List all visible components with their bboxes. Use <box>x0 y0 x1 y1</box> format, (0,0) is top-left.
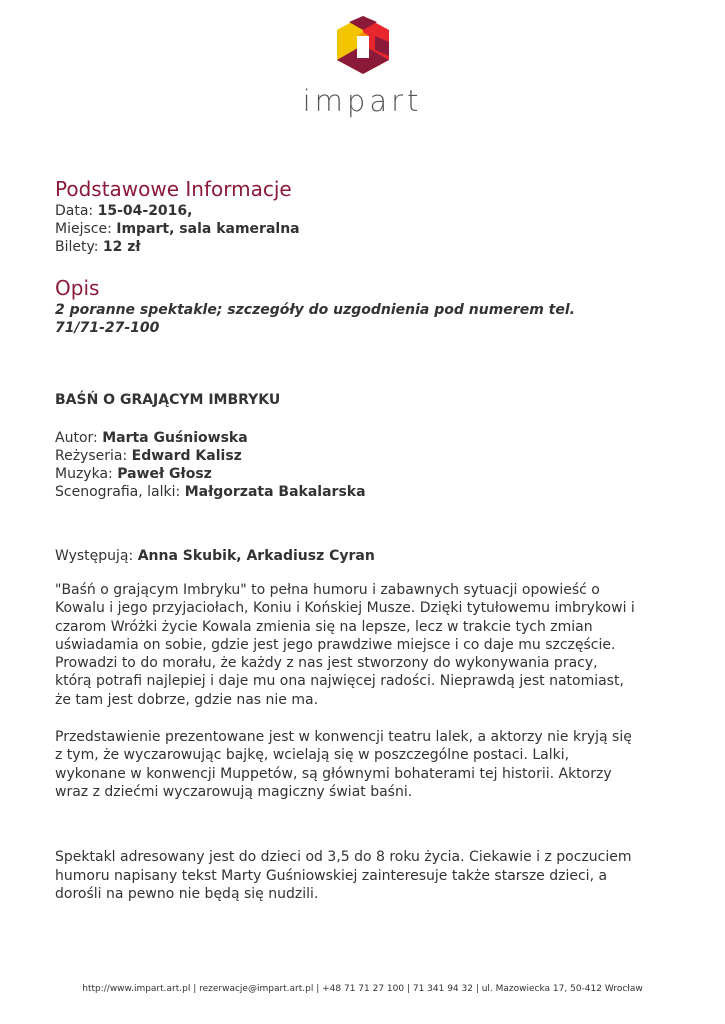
paragraph-2 <box>55 728 675 801</box>
paragraph-line: "Baśń o grającym Imbryku" to pełna humoru i zabawnych sytuacji opowieść o <box>55 582 600 598</box>
credit-director <box>55 447 675 465</box>
tickets-value: 12 zł <box>102 239 141 255</box>
credit-value: Edward Kalisz <box>131 448 242 464</box>
logo-text: impart <box>302 84 423 118</box>
paragraph-line: Kowalu i jego przyjaciołach, Koniu i Końskiej Musze. Dzięki tytułowemu imbrykowi i <box>55 600 635 617</box>
tickets-label: Bilety: <box>55 239 103 255</box>
basic-info-heading: Podstawowe Informacje <box>55 177 292 201</box>
credit-scenography <box>55 483 675 501</box>
paragraph-line: czarom Wróżki życie Kowala zmienia się na lepsze, lecz w trakcie tych zmian <box>55 618 593 635</box>
paragraph-line: że tam jest dobrze, gdzie nas nie ma. <box>55 691 319 708</box>
description-note-line-2: 71/71-27-100 <box>55 320 160 336</box>
paragraph-1 <box>55 581 675 709</box>
credit-value: Małgorzata Bakalarska <box>184 484 366 500</box>
credit-author <box>55 429 675 447</box>
document-body <box>55 176 675 903</box>
credit-label: Muzyka: <box>55 466 118 482</box>
paragraph-line: Spektakl adresowany jest do dzieci od 3,5 do 8 roku życia. Ciekawie i z poczuciem <box>55 849 632 866</box>
impart-hex-logo-icon <box>333 14 393 76</box>
paragraph-line: wraz z dziećmi wyczarowują magiczny świat baśni. <box>55 783 413 800</box>
paragraph-3 <box>55 848 675 903</box>
cast-label: Występują: <box>55 548 138 564</box>
paragraph-line: Przedstawienie prezentowane jest w konwencji teatru lalek, a aktorzy nie kryją się <box>55 729 632 746</box>
credits <box>55 429 675 501</box>
place-value: Impart, sala kameralna <box>116 221 300 237</box>
paragraph-line: z tym, że wyczarowując bajkę, wcielają się w poszczególne postaci. Lalki, <box>55 747 570 764</box>
credit-label: Scenografia, lalki: <box>55 484 185 500</box>
place-label: Miejsce: <box>55 221 117 237</box>
cast-line <box>55 547 675 565</box>
paragraph-line: którą potrafi najlepiej i daje mu ona najwięcej radości. Nieprawdą jest natomiast, <box>55 673 624 690</box>
paragraph-line: dorośli na pewno nie będą się nudzili. <box>55 885 319 902</box>
credit-label: Autor: <box>55 430 103 446</box>
credit-music <box>55 465 675 483</box>
show-title: BAŚŃ O GRAJĄCYM IMBRYKU <box>55 392 281 408</box>
footer-contact: http://www.impart.art.pl | rezerwacje@impart.art.pl | +48 71 71 27 100 | 71 341 94 32 | ul. Mazowiecka 17, 50-412 Wrocław <box>82 984 643 994</box>
credit-value: Paweł Głosz <box>117 466 212 482</box>
paragraph-line: wykonane w konwencji Muppetów, są głównymi bohaterami tej historii. Aktorzy <box>55 765 612 782</box>
credit-label: Reżyseria: <box>55 448 132 464</box>
paragraph-line: Prowadzi to do morału, że każdy z nas jest stworzony do wykonywania pracy, <box>55 655 598 672</box>
paragraph-line: uświadamia on sobie, gdzie jest jego prawdziwe miejsce i co daje mu szczęście. <box>55 636 616 653</box>
logo <box>0 14 725 76</box>
description-note-line-1: 2 poranne spektakle; szczegóły do uzgodnienia pod numerem tel. <box>55 302 575 318</box>
tickets-line <box>55 238 675 256</box>
date-label: Data: <box>55 203 98 219</box>
date-value: 15-04-2016, <box>97 203 193 219</box>
paragraph-line: humoru napisany tekst Marty Guśniowskiej zainteresuje także starsze dzieci, a <box>55 867 608 884</box>
description-heading: Opis <box>55 276 100 300</box>
credit-value: Marta Guśniowska <box>102 430 248 446</box>
place-line <box>55 220 675 238</box>
date-line <box>55 202 675 220</box>
cast-value: Anna Skubik, Arkadiusz Cyran <box>137 548 375 564</box>
